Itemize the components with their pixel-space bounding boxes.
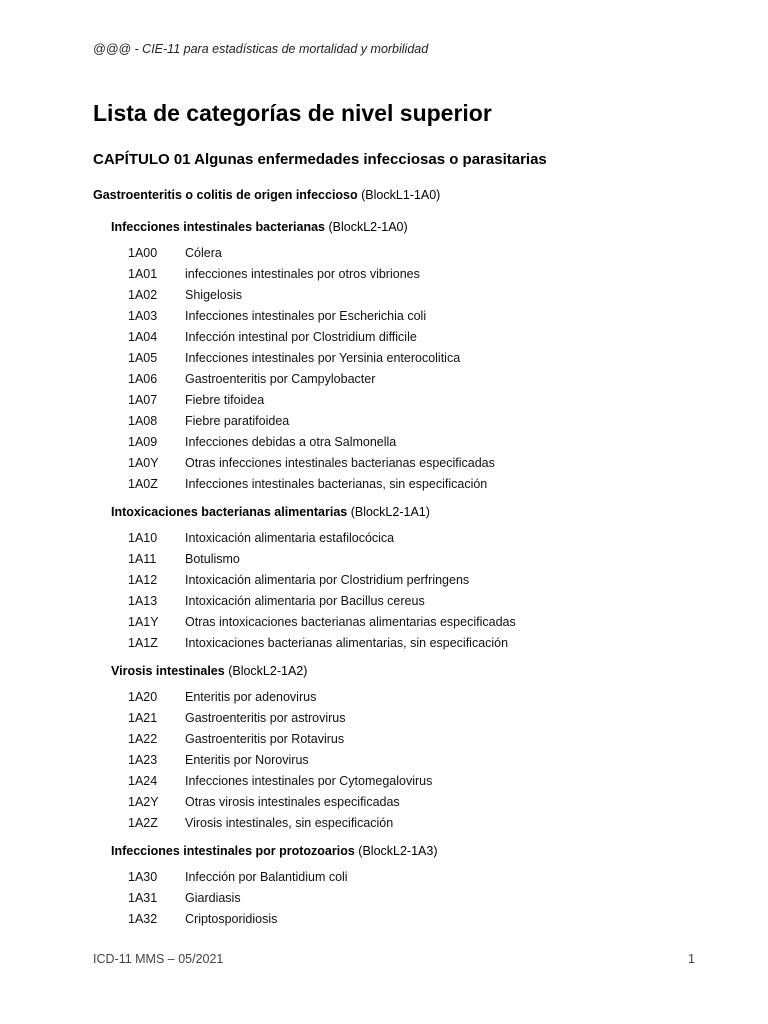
block-l2-heading [111,662,768,688]
category-description: Fiebre paratifoidea [185,414,290,428]
block-l2-title: Infecciones intestinales por protozoarios [111,844,355,858]
category-row [0,634,768,655]
block-l2-title: Intoxicaciones bacterianas alimentarias [111,505,348,519]
category-row [0,349,768,370]
category-groups [0,218,768,938]
category-description: Infección por Balantidium coli [185,870,348,884]
category-row [0,571,768,592]
category-code: 1A01 [128,267,158,281]
block-l2-title: Virosis intestinales [111,664,225,678]
category-code: 1A06 [128,372,158,386]
category-row [0,793,768,814]
block-l1-heading [93,188,440,202]
category-group [0,662,768,835]
category-code: 1A02 [128,288,158,302]
category-code: 1A13 [128,594,158,608]
category-description: Gastroenteritis por Campylobacter [185,372,376,386]
category-description: Enteritis por Norovirus [185,753,309,767]
block-l2-code: (BlockL2-1A1) [350,505,430,519]
category-description: Botulismo [185,552,240,566]
category-row [0,613,768,634]
block-l2-heading [111,503,768,529]
category-description: Intoxicación alimentaria por Clostridium perfringens [185,573,470,587]
category-description: infecciones intestinales por otros vibriones [185,267,420,281]
category-row [0,529,768,550]
category-row [0,328,768,349]
category-row [0,433,768,454]
category-code: 1A31 [128,891,158,905]
category-description: Otras intoxicaciones bacterianas alimentarias especificadas [185,615,516,629]
category-code: 1A09 [128,435,158,449]
category-description: Criptosporidiosis [185,912,278,926]
category-code: 1A03 [128,309,158,323]
category-code: 1A10 [128,531,158,545]
category-code: 1A08 [128,414,158,428]
category-description: Intoxicaciones bacterianas alimentarias, sin especificación [185,636,509,650]
category-code: 1A1Y [128,615,159,629]
category-group [0,218,768,496]
category-row [0,814,768,835]
category-description: Giardiasis [185,891,241,905]
footer-version: ICD-11 MMS – 05/2021 [93,952,224,966]
category-description: Infecciones intestinales por Yersinia enterocolitica [185,351,461,365]
category-code: 1A12 [128,573,158,587]
block-l2-code: (BlockL2-1A2) [228,664,308,678]
category-code: 1A22 [128,732,158,746]
category-code: 1A20 [128,690,158,704]
block-l2-heading [111,842,768,868]
block-l1-title: Gastroenteritis o colitis de origen infeccioso [93,188,358,202]
category-row [0,688,768,709]
footer-page-number: 1 [688,952,695,966]
category-code: 1A04 [128,330,158,344]
category-code: 1A11 [128,552,157,566]
category-description: Virosis intestinales, sin especificación [185,816,394,830]
category-code: 1A2Y [128,795,159,809]
running-head: @@@ - CIE-11 para estadísticas de mortalidad y morbilidad [93,42,429,56]
category-row [0,868,768,889]
category-code: 1A05 [128,351,158,365]
category-code: 1A07 [128,393,158,407]
category-row [0,730,768,751]
category-code: 1A2Z [128,816,158,830]
category-description: Infección intestinal por Clostridium difficile [185,330,417,344]
category-group [0,503,768,655]
category-row [0,550,768,571]
category-description: Otras virosis intestinales especificadas [185,795,400,809]
category-description: Gastroenteritis por astrovirus [185,711,346,725]
block-l1-code: (BlockL1-1A0) [361,188,441,202]
category-row [0,772,768,793]
category-description: Gastroenteritis por Rotavirus [185,732,345,746]
category-code: 1A21 [128,711,158,725]
category-code: 1A0Z [128,477,158,491]
category-row [0,307,768,328]
category-code: 1A00 [128,246,158,260]
block-l2-heading [111,218,768,244]
category-row [0,370,768,391]
chapter-heading: CAPÍTULO 01 Algunas enfermedades infecciosas o parasitarias [93,151,547,168]
category-row [0,910,768,931]
category-description: Fiebre tifoidea [185,393,265,407]
category-description: Infecciones intestinales por Cytomegalovirus [185,774,433,788]
category-row [0,265,768,286]
category-row [0,454,768,475]
category-code: 1A23 [128,753,158,767]
category-description: Shigelosis [185,288,242,302]
category-description: Otras infecciones intestinales bacterianas especificadas [185,456,495,470]
category-row [0,244,768,265]
category-row [0,751,768,772]
category-row [0,412,768,433]
category-description: Intoxicación alimentaria estafilocócica [185,531,395,545]
category-row [0,391,768,412]
category-row [0,889,768,910]
category-row [0,286,768,307]
block-l2-title: Infecciones intestinales bacterianas [111,220,325,234]
category-code: 1A24 [128,774,158,788]
block-l2-code: (BlockL2-1A3) [358,844,438,858]
category-description: Enteritis por adenovirus [185,690,317,704]
category-row [0,592,768,613]
category-description: Cólera [185,246,222,260]
category-code: 1A0Y [128,456,159,470]
category-code: 1A32 [128,912,158,926]
category-row [0,475,768,496]
category-group [0,842,768,931]
category-description: Infecciones intestinales por Escherichia coli [185,309,427,323]
category-description: Intoxicación alimentaria por Bacillus cereus [185,594,425,608]
page-title: Lista de categorías de nivel superior [93,100,492,126]
block-l2-code: (BlockL2-1A0) [328,220,408,234]
category-description: Infecciones intestinales bacterianas, sin especificación [185,477,488,491]
category-description: Infecciones debidas a otra Salmonella [185,435,397,449]
category-code: 1A1Z [128,636,158,650]
category-row [0,709,768,730]
category-code: 1A30 [128,870,158,884]
